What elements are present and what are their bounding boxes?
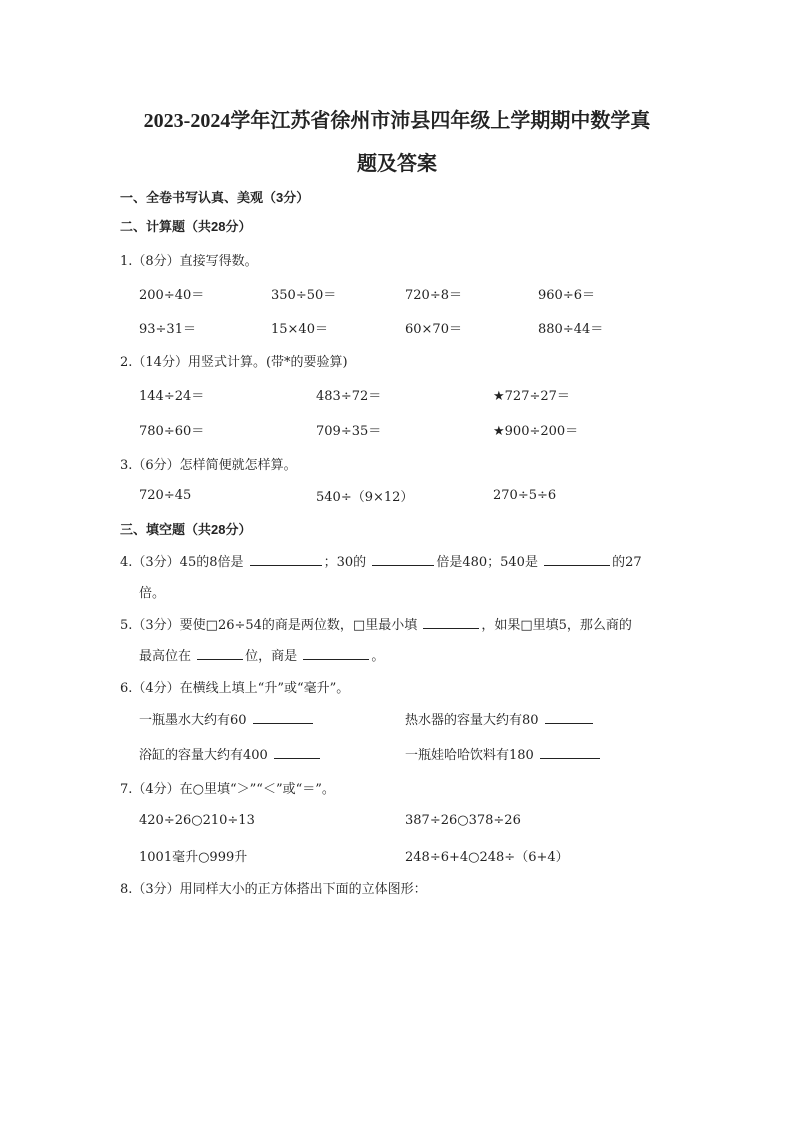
section-2-heading: 二、计算题（共28分） [120,219,252,234]
section-1-heading: 一、全卷书写认真、美观（3分） [120,190,310,205]
answer-blank[interactable] [540,746,600,759]
answer-blank[interactable] [545,711,593,724]
q2-item: ★900÷200＝ [493,424,579,439]
q7-stem: 7.（4分）在○里填“＞”“＜”或“＝”。 [120,782,335,797]
q4-line-1: 4.（3分）45的8倍是 ；30的 倍是480；540是 的27 [120,555,642,570]
title-line-1: 2023-2024学年江苏省徐州市沛县四年级上学期期中数学真 [143,110,651,132]
answer-blank[interactable] [197,647,243,660]
q6-item: 浴缸的容量大约有400 [139,744,322,763]
section-3-heading: 三、填空题（共28分） [120,522,252,537]
answer-blank[interactable] [303,647,369,660]
q2-item: 483÷72＝ [316,389,382,404]
answer-blank[interactable] [274,746,320,759]
q3-item: 720÷45 [139,488,192,503]
q7-item: 248÷6+4○248÷（6+4） [405,850,569,865]
q1-item: 960÷6＝ [538,288,595,303]
q2-item: 780÷60＝ [139,424,205,439]
star-icon: ★ [493,389,505,404]
q1-item: 60×70＝ [405,322,462,337]
title-line-2: 题及答案 [357,153,437,175]
q6-item: 一瓶娃哈哈饮料有180 [405,744,602,763]
q1-stem: 1.（8分）直接写得数。 [120,254,258,269]
q3-stem: 3.（6分）怎样简便就怎样算。 [120,458,297,473]
q2-item: 144÷24＝ [139,389,205,404]
q2-item: ★727÷27＝ [493,389,570,404]
q5-line-1: 5.（3分）要使□26÷54的商是两位数，□里最小填 ，如果□里填5，那么商的 [120,618,632,633]
q1-item: 15×40＝ [271,322,328,337]
q6-item: 热水器的容量大约有80 [405,709,595,728]
q1-item: 350÷50＝ [271,288,337,303]
star-icon: ★ [493,424,505,439]
q1-item: 880÷44＝ [538,322,604,337]
q7-item: 420÷26○210÷13 [139,813,255,828]
q1-item: 720÷8＝ [405,288,462,303]
q6-stem: 6.（4分）在横线上填上“升”或“毫升”。 [120,681,350,696]
answer-blank[interactable] [250,553,322,566]
answer-blank[interactable] [423,616,479,629]
q6-item: 一瓶墨水大约有60 [139,709,315,728]
q3-item: 270÷5÷6 [493,488,557,503]
answer-blank[interactable] [253,711,313,724]
q1-item: 200÷40＝ [139,288,205,303]
q3-item: 540÷（9×12） [316,490,414,505]
q2-stem: 2.（14分）用竖式计算。(带*的要验算) [120,355,348,370]
q8-stem: 8.（3分）用同样大小的正方体搭出下面的立体图形： [120,882,427,897]
answer-blank[interactable] [544,553,610,566]
q1-item: 93÷31＝ [139,322,196,337]
q7-item: 387÷26○378÷26 [405,813,521,828]
q7-item: 1001毫升○999升 [139,850,248,865]
q5-line-2: 最高位在 位，商是 。 [139,649,385,664]
q4-line-2: 倍。 [139,586,166,601]
q2-item: 709÷35＝ [316,424,382,439]
answer-blank[interactable] [372,553,434,566]
